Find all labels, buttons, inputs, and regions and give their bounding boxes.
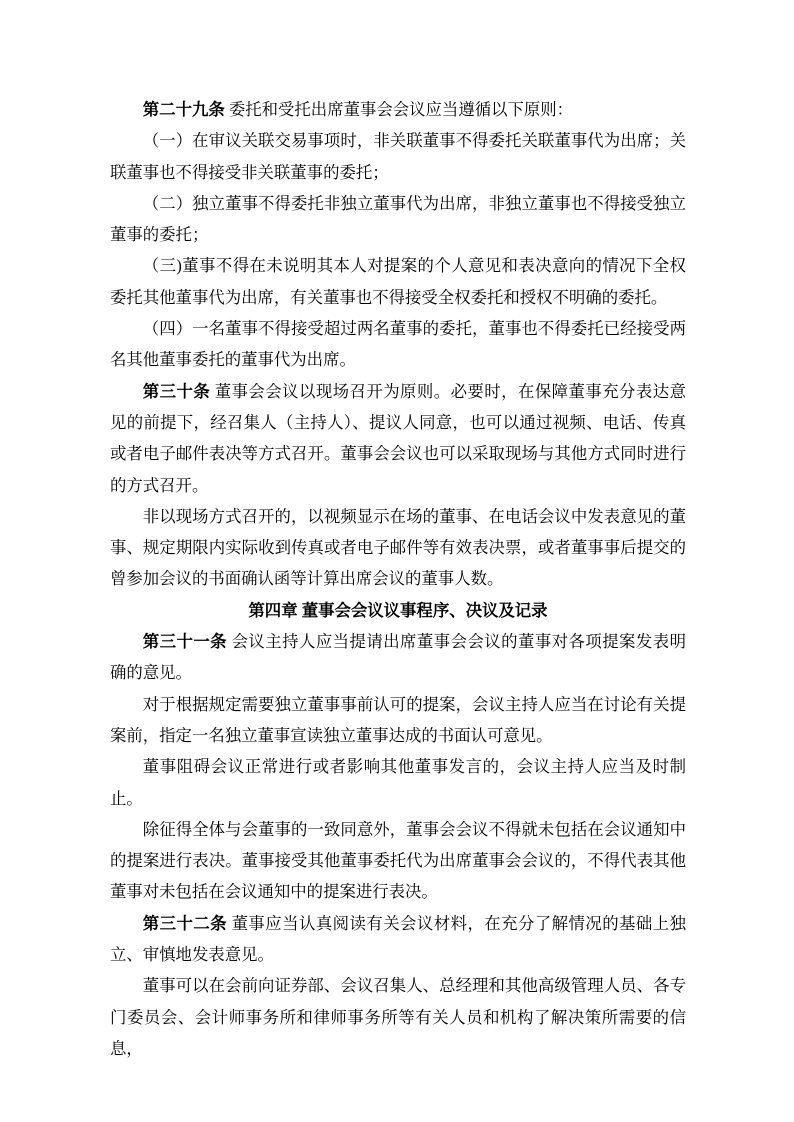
paragraph: （四）一名董事不得接受超过两名董事的委托，董事也不得委托已经接受两名其他董事委托的董事代为出席。 [110, 319, 686, 370]
article-number: 第三十二条 [142, 913, 228, 933]
paragraph: （一）在审议关联交易事项时，非关联董事不得委托关联董事代为出席；关联董事也不得接受非关联董事的委托； [110, 131, 686, 182]
paragraph: 除征得全体与会董事的一致同意外，董事会会议不得就未包括在会议通知中的提案进行表决。董事接受其他董事委托代为出席董事会会议的，不得代表其他董事对未包括在会议通知中的提案进行表决。 [110, 819, 686, 902]
paragraph: 董事可以在会前向证券部、会议召集人、总经理和其他高级管理人员、各专门委员会、会计师事务所和律师事务所等有关人员和机构了解决策所需要的信息， [110, 976, 686, 1058]
paragraph: 对于根据规定需要独立董事事前认可的提案，会议主持人应当在讨论有关提案前，指定一名独立董事宣读独立董事达成的书面认可意见。 [110, 694, 686, 745]
article-number: 第二十九条 [142, 100, 225, 119]
paragraph: 第三十一条 会议主持人应当提请出席董事会会议的董事对各项提案发表明确的意见。 [110, 632, 686, 683]
paragraph: 第三十二条 董事应当认真阅读有关会议材料，在充分了解情况的基础上独立、审慎地发表意见。 [110, 913, 686, 965]
paragraph: 第二十九条 委托和受托出席董事会会议应当遵循以下原则： [142, 100, 574, 119]
article-number: 第三十一条 [142, 632, 228, 652]
paragraph: 第三十条 董事会会议以现场召开为原则。必要时，在保障董事充分表达意见的前提下，经召集人（主持人）、提议人同意，也可以通过视频、电话、传真或者电子邮件表决等方式召开。董事会会议也可以采取现场与其他方式同时进行的方式召开。 [110, 381, 686, 495]
article-number: 第三十条 [142, 381, 211, 401]
paragraph: （二）独立董事不得委托非独立董事代为出席，非独立董事也不得接受独立董事的委托； [110, 193, 686, 245]
paragraph: （三)董事不得在未说明其本人对提案的个人意见和表决意向的情况下全权委托其他董事代为出席，有关董事也不得接受全权委托和授权不明确的委托。 [110, 256, 686, 307]
document-content [110, 94, 686, 1064]
paragraph: 董事阻碍会议正常进行或者影响其他董事发言的，会议主持人应当及时制止。 [110, 757, 686, 808]
paragraph: 非以现场方式召开的，以视频显示在场的董事、在电话会议中发表意见的董事、规定期限内实际收到传真或者电子邮件等有效表决票，或者董事事后提交的曾参加会议的书面确认函等计算出席会议的董事人数。 [110, 506, 686, 589]
chapter-heading: 第四章 董事会会议议事程序、决议及记录 [248, 600, 548, 620]
